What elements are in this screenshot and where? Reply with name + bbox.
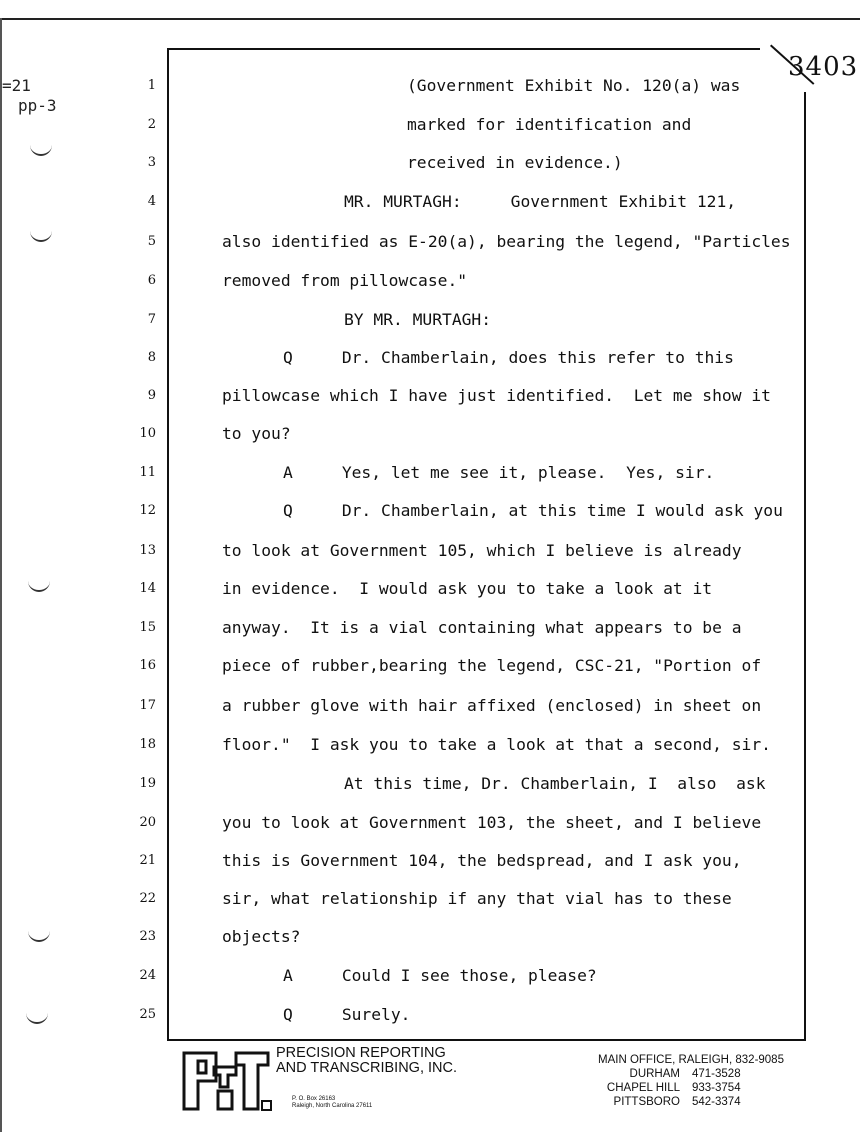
transcript-line: a rubber glove with hair affixed (enclosed) in sheet on	[222, 696, 762, 715]
margin-mark	[28, 930, 50, 942]
address-line-2: Raleigh, North Carolina 27611	[292, 1103, 373, 1109]
line-number: 11	[139, 465, 156, 480]
line-number: 2	[147, 117, 156, 132]
line-number: 16	[139, 658, 156, 673]
transcript-line: objects?	[222, 927, 301, 946]
transcript-line: anyway. It is a vial containing what appears to be a	[222, 618, 742, 637]
transcript-line: A Yes, let me see it, please. Yes, sir.	[283, 463, 715, 482]
line-number: 25	[139, 1007, 156, 1022]
margin-mark	[26, 1012, 48, 1024]
office-city: PITTSBORO	[613, 1096, 680, 1108]
office-city: DURHAM	[629, 1068, 680, 1080]
office-row	[598, 1081, 784, 1095]
transcript-line: sir, what relationship if any that vial has to these	[222, 889, 732, 908]
transcript-line: Q Surely.	[283, 1005, 411, 1024]
office-city: CHAPEL HILL	[606, 1082, 680, 1094]
transcript-line: also identified as E-20(a), bearing the legend, "Particles	[222, 232, 791, 251]
transcript-line: Q Dr. Chamberlain, does this refer to this	[283, 348, 734, 367]
company-line-2: AND TRANSCRIBING, INC.	[276, 1060, 458, 1076]
line-number: 23	[139, 929, 156, 944]
company-line-1: PRECISION REPORTING	[276, 1045, 446, 1061]
transcript-line: this is Government 104, the bedspread, and I ask you,	[222, 851, 742, 870]
frame-edge	[804, 92, 806, 104]
line-number: 9	[147, 388, 156, 403]
line-number: 19	[139, 776, 156, 791]
margin-mark	[30, 230, 52, 242]
margin-mark	[30, 144, 52, 156]
company-address	[292, 1096, 372, 1110]
line-number: 8	[147, 350, 156, 365]
top-rule	[0, 18, 860, 20]
page-ref-note: pp-3	[18, 96, 57, 115]
transcript-line: received in evidence.)	[407, 153, 623, 172]
page-number: 3403	[788, 52, 859, 82]
margin-mark	[28, 580, 50, 592]
office-list	[598, 1053, 784, 1109]
line-number: 10	[139, 426, 156, 441]
line-number: 6	[147, 273, 156, 288]
line-number: 20	[139, 815, 156, 830]
company-name	[276, 1046, 457, 1076]
transcript-line: to look at Government 105, which I believe is already	[222, 541, 742, 560]
transcript-line: MR. MURTAGH: Government Exhibit 121,	[344, 192, 737, 211]
line-number: 12	[139, 503, 156, 518]
transcript-line: Q Dr. Chamberlain, at this time I would ask you	[283, 501, 783, 520]
office-phone: 542-3374	[692, 1096, 741, 1108]
transcript-line: to you?	[222, 424, 291, 443]
transcript-line: At this time, Dr. Chamberlain, I also ask	[344, 774, 766, 793]
office-row	[598, 1095, 784, 1109]
line-number: 18	[139, 737, 156, 752]
line-number: 15	[139, 620, 156, 635]
line-number: 5	[147, 234, 156, 249]
address-line-1: P. O. Box 26163	[292, 1096, 336, 1102]
line-number: 4	[147, 194, 156, 209]
line-number: 7	[147, 312, 156, 327]
transcript-line: you to look at Government 103, the sheet, and I believe	[222, 813, 762, 832]
line-number: 14	[139, 581, 156, 596]
line-number: 17	[139, 698, 156, 713]
logo-icon	[180, 1047, 272, 1113]
transcript-line: pillowcase which I have just identified. Let me show it	[222, 386, 771, 405]
transcript-line: in evidence. I would ask you to take a look at it	[222, 579, 713, 598]
line-number: 24	[139, 968, 156, 983]
office-row	[598, 1067, 784, 1081]
transcript-line: floor." I ask you to take a look at that a second, sir.	[222, 735, 771, 754]
transcript-line: A Could I see those, please?	[283, 966, 597, 985]
transcript-line: removed from pillowcase."	[222, 271, 468, 290]
line-number: 21	[139, 853, 156, 868]
main-office: MAIN OFFICE, RALEIGH, 832-9085	[598, 1054, 784, 1066]
line-number: 22	[139, 891, 156, 906]
transcript-line: marked for identification and	[407, 115, 692, 134]
line-number: 1	[147, 78, 156, 93]
left-rule	[0, 18, 2, 1132]
transcript-line: BY MR. MURTAGH:	[344, 310, 492, 329]
transcript-line: (Government Exhibit No. 120(a) was	[407, 76, 741, 95]
line-number: 3	[147, 155, 156, 170]
line-number: 13	[139, 543, 156, 558]
transcript-line: piece of rubber,bearing the legend, CSC-21, "Portion of	[222, 656, 762, 675]
tape-note: =21	[2, 76, 31, 95]
office-phone: 933-3754	[692, 1082, 741, 1094]
office-phone: 471-3528	[692, 1068, 741, 1080]
